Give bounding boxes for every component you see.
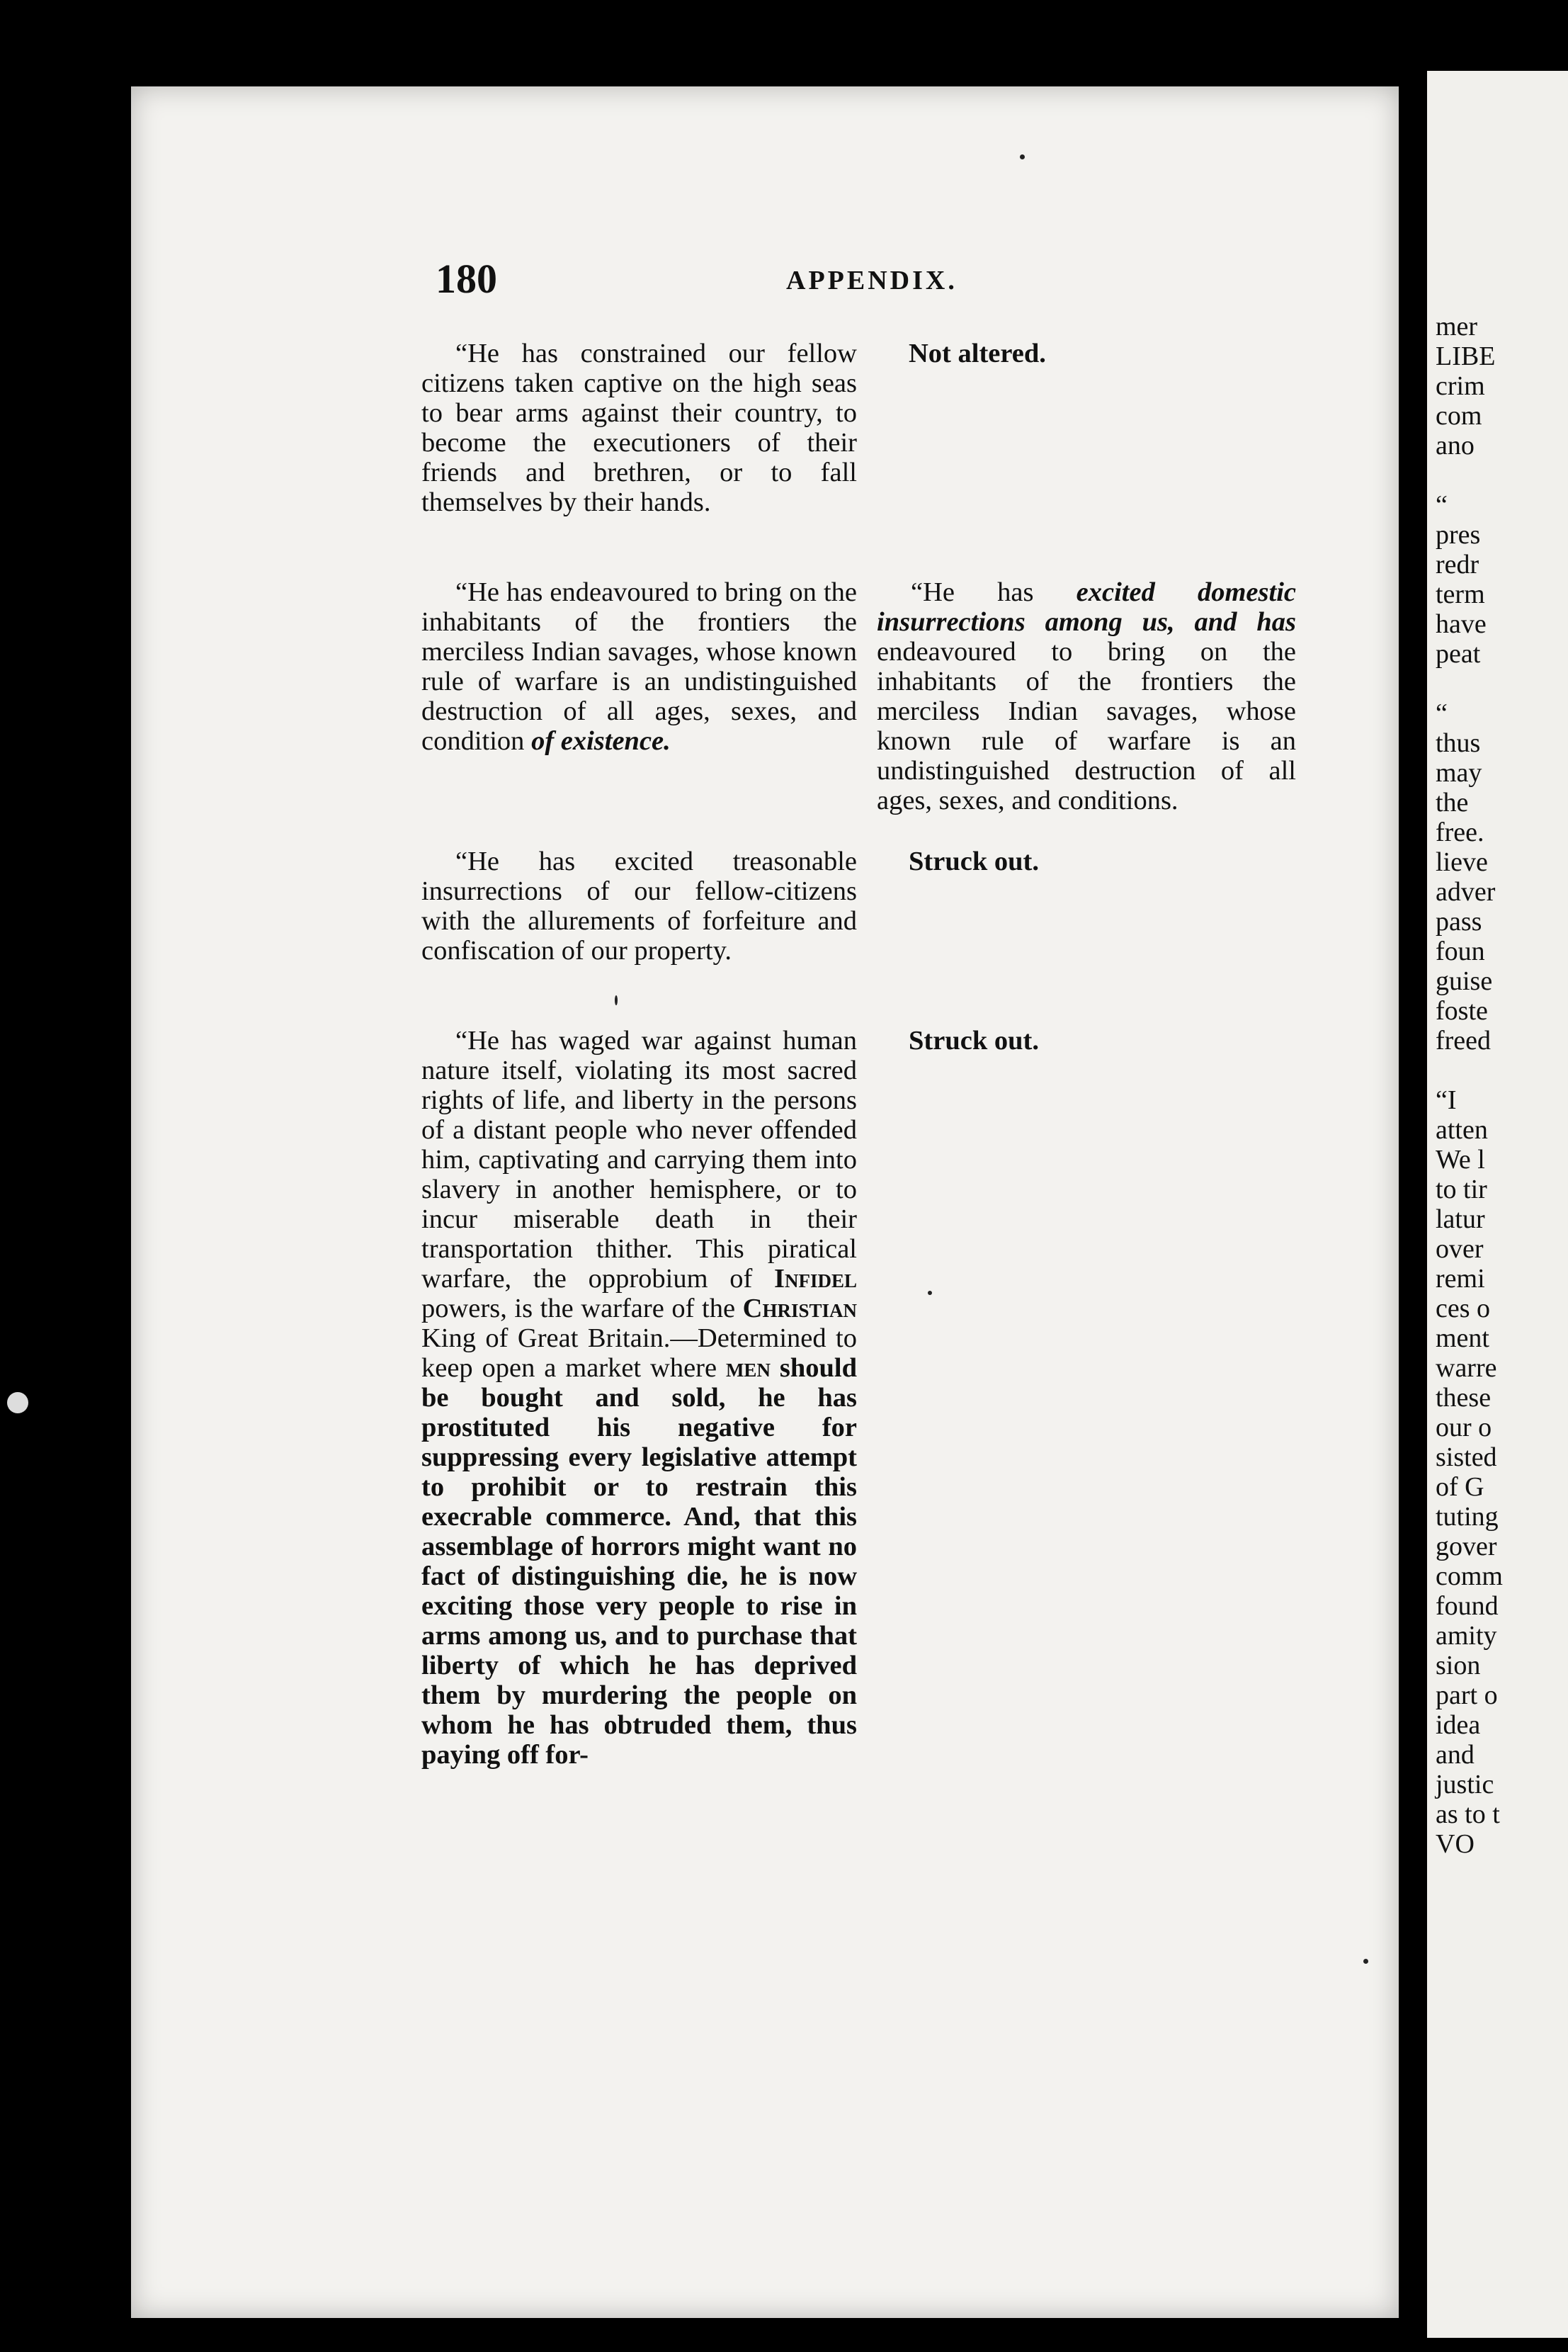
right-note-3 xyxy=(877,847,1296,876)
left-paragraph-2 xyxy=(421,577,857,756)
left-paragraph-3-text: “He has excited treasonable insurrections of our fellow-citizens with the allurements of forfeiture and confiscation of our property. xyxy=(421,847,857,966)
left-paragraph-1-text: “He has constrained our fellow citizens taken captive on the high seas to bear arms against their country, to become the executioners of their friends and brethren, or to fall themselves by their hands. xyxy=(421,339,857,517)
book-gutter xyxy=(1399,0,1427,2352)
right-note-1 xyxy=(877,339,1296,368)
left-paragraph-2-text: “He has endeavoured to bring on the inhabitants of the frontiers the merciless Indian savages, whose known rule of warfare is an undistinguished destruction of all ages, sexes, and condition xyxy=(421,577,857,756)
scan-speck xyxy=(7,1392,28,1413)
facing-page-text: mer LIBE crim com ano “ pres redr term have peat “ thus may the free. lieve adver pass foun guise foste freed “I atten We l to tir latur over remi ces o ment warre these our o sisted of G tuting gover comm found amity sion part o idea and justic as to t VO xyxy=(1436,312,1503,1859)
right-paragraph-2 xyxy=(877,577,1296,815)
left-paragraph-1 xyxy=(421,339,857,517)
right-paragraph-2-rest: endeavoured to bring on the inhabitants of the frontiers the merciless Indian savages, whose known rule of warfare is an undistinguished destruction of all ages, sexes, and conditions. xyxy=(877,637,1296,815)
left-paragraph-4-text-b: powers, is the warfare of the xyxy=(421,1294,743,1323)
scan-speck xyxy=(1363,1959,1368,1964)
right-note-4-text: Struck out. xyxy=(909,1026,1039,1056)
right-note-4 xyxy=(877,1026,1296,1056)
right-note-3-text: Struck out. xyxy=(909,847,1039,876)
left-paragraph-2-italic: of existence. xyxy=(524,726,671,756)
left-paragraph-4 xyxy=(421,1026,857,1770)
christian-term: Christian xyxy=(742,1294,857,1323)
page-header xyxy=(436,255,1285,305)
right-note-1-text: Not altered. xyxy=(909,339,1046,368)
scan-speck xyxy=(615,995,618,1005)
facing-page xyxy=(1427,71,1568,2338)
left-paragraph-4-text-a: “He has waged war against human nature itself, violating its most sacred rights of life, and liberty in the persons of a distant people who never offended him, captivating and carrying them into slavery in another hemisphere, or to incur miserable death in their transportation thither. This piratical warfare, the opprobium of xyxy=(421,1026,857,1294)
page-number: 180 xyxy=(436,256,497,302)
right-paragraph-2-italic: excited domestic insurrections among us, and has xyxy=(877,577,1296,637)
scan-speck xyxy=(1020,154,1025,159)
right-paragraph-2-lead: “He has xyxy=(911,577,1076,607)
scan-speck xyxy=(928,1291,932,1295)
left-paragraph-4-text-c: King of Great Britain.—Determined to keep open a market where xyxy=(421,1323,857,1383)
infidel-term: Infidel xyxy=(774,1264,857,1294)
left-paragraph-3 xyxy=(421,847,857,966)
men-term: men xyxy=(725,1353,771,1383)
left-paragraph-4-text-d: should be bought and sold, he has prostituted his negative for suppressing every legislative attempt to prohibit or to restrain this execrable commerce. And, that this assemblage of horrors might want no fact of distinguishing die, he is now exciting those very people to rise in arms among us, and to purchase that liberty of which he has deprived them by murdering the people on whom he has obtruded them, thus paying off for- xyxy=(421,1353,857,1770)
running-head: APPENDIX. xyxy=(786,266,958,295)
